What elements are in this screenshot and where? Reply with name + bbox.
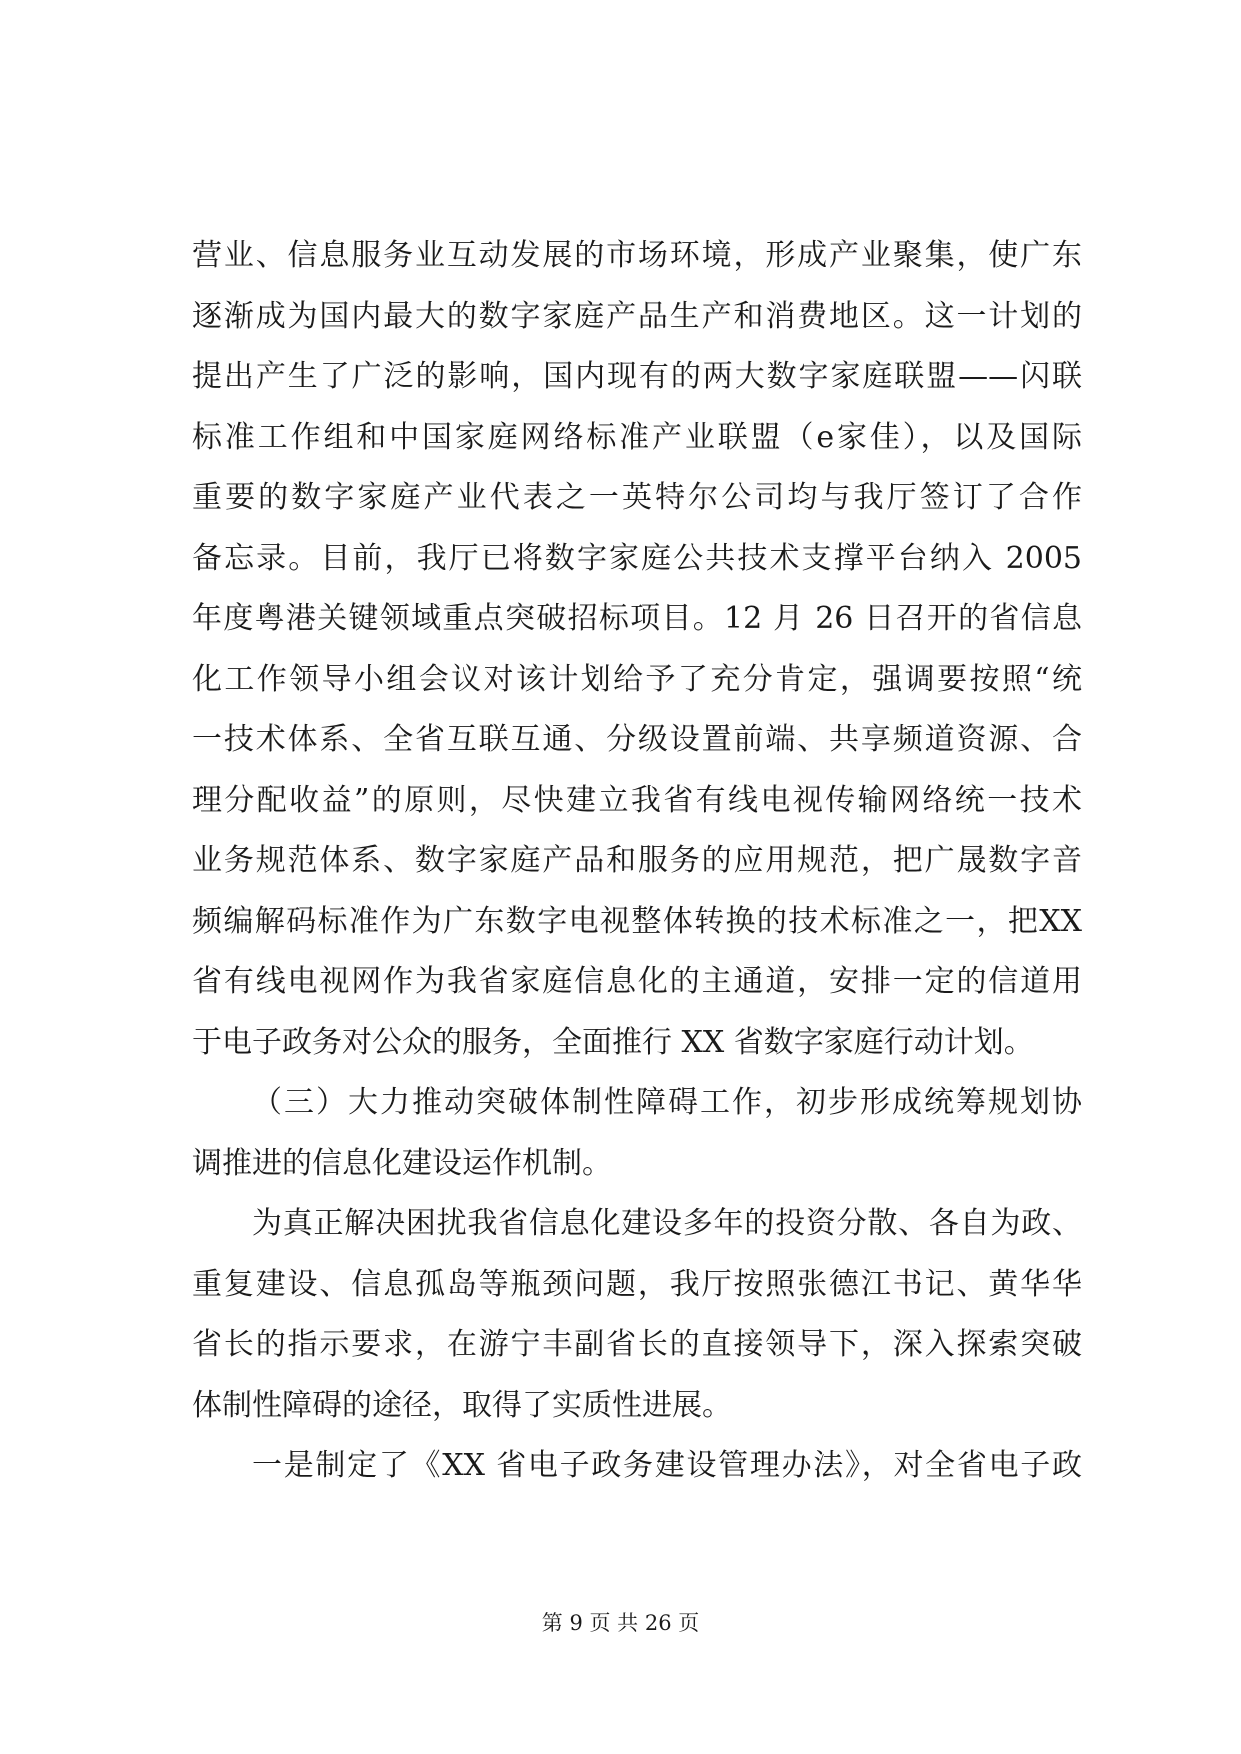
text-line: 理分配收益”的原则，尽快建立我省有线电视传输网络统一技术 <box>192 782 1082 818</box>
text-line: 备忘录。目前，我厅已将数字家庭公共技术支撑平台纳入 2005 <box>192 540 1082 576</box>
paragraph-2 <box>192 1073 1082 1194</box>
text-line: 重复建设、信息孤岛等瓶颈问题，我厅按照张德江书记、黄华华 <box>192 1266 1082 1302</box>
section-heading-line: 调推进的信息化建设运作机制。 <box>192 1145 612 1181</box>
text-line: 提出产生了广泛的影响，国内现有的两大数字家庭联盟——闪联 <box>192 359 1082 394</box>
text-line: 年度粤港关键领域重点突破招标项目。12 月 26 日召开的省信息 <box>192 601 1082 636</box>
text-line: 逐渐成为国内最大的数字家庭产品生产和消费地区。这一计划的 <box>192 298 1082 334</box>
text-line: 体制性障碍的途径，取得了实质性进展。 <box>192 1387 732 1423</box>
text-line: 重要的数字家庭产业代表之一英特尔公司均与我厅签订了合作 <box>192 480 1082 515</box>
text-line: 化工作领导小组会议对该计划给予了充分肯定，强调要按照“统 <box>192 661 1082 697</box>
text-line: 标准工作组和中国家庭网络标准产业联盟（e家佳），以及国际 <box>192 419 1082 455</box>
text-line: 于电子政务对公众的服务，全面推行 XX 省数字家庭行动计划。 <box>192 1024 1034 1060</box>
paragraph-4 <box>192 1436 1082 1497</box>
paragraph-1 <box>192 226 1082 1073</box>
text-line: 一技术体系、全省互联互通、分级设置前端、共享频道资源、合 <box>192 722 1082 757</box>
text-line: 省有线电视网作为我省家庭信息化的主通道，安排一定的信道用 <box>192 964 1082 999</box>
text-line: 为真正解决困扰我省信息化建设多年的投资分散、各自为政、 <box>252 1206 1082 1241</box>
text-line: 一是制定了《XX 省电子政务建设管理办法》，对全省电子政 <box>252 1448 1082 1483</box>
text-line: 营业、信息服务业互动发展的市场环境，形成产业聚集，使广东 <box>192 238 1082 273</box>
page-number-footer: 第 9 页 共 26 页 <box>541 1611 700 1635</box>
text-line: 省长的指示要求，在游宁丰副省长的直接领导下，深入探索突破 <box>192 1327 1082 1362</box>
section-heading-line: （三）大力推动突破体制性障碍工作，初步形成统筹规划协 <box>252 1085 1082 1120</box>
body-text <box>192 226 1082 1497</box>
text-line: 频编解码标准作为广东数字电视整体转换的技术标准之一，把XX <box>192 903 1082 939</box>
text-line: 业务规范体系、数字家庭产品和服务的应用规范，把广晟数字音 <box>192 843 1082 878</box>
paragraph-3 <box>192 1194 1082 1436</box>
